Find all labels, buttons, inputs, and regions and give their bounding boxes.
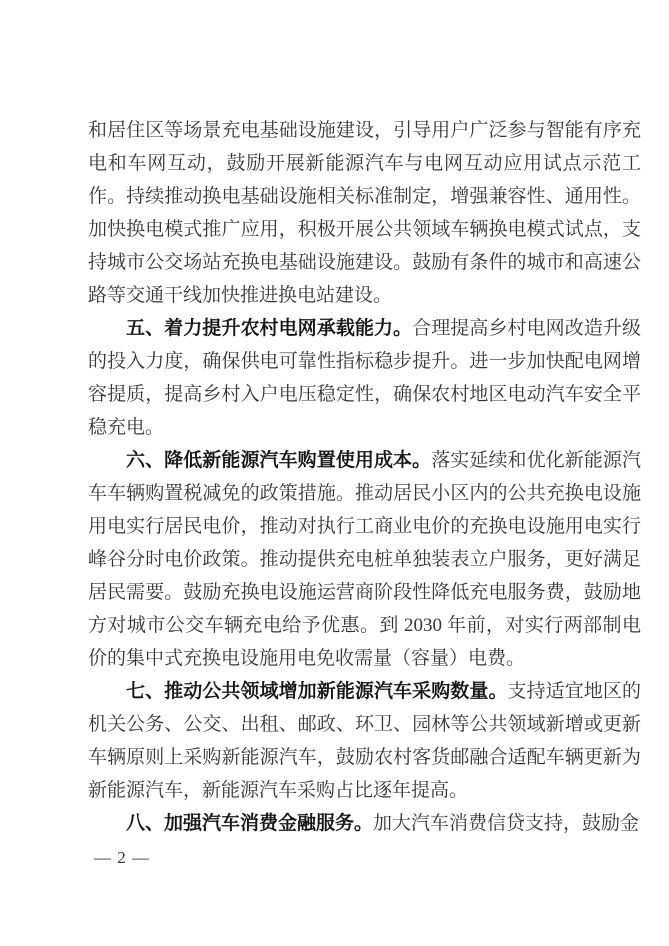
paragraph: [88, 312, 641, 444]
section-heading: 五、着力提升农村电网承载能力。: [126, 318, 413, 339]
paragraph: [88, 444, 641, 675]
page-number: — 2 —: [94, 848, 150, 867]
paragraph-text: 合理提高乡村电网改造升级的投入力度，确保供电可靠性指标稳步提升。进一步加快配电网增容提质，提高乡村入户电压稳定性，确保农村地区电动汽车安全平稳充电。: [88, 318, 641, 438]
paragraph: [88, 114, 641, 312]
paragraph: [88, 807, 641, 840]
section-heading: 六、降低新能源汽车购置使用成本。: [126, 450, 432, 471]
section-heading: 七、推动公共领域增加新能源汽车采购数量。: [126, 681, 508, 702]
section-heading: 八、加强汽车消费金融服务。: [126, 813, 374, 834]
paragraph-text: 加大汽车消费信贷支持，鼓励金: [373, 813, 640, 834]
paragraph: [88, 675, 641, 807]
paragraph-text: 和居住区等场景充电基础设施建设，引导用户广泛参与智能有序充电和车网互动，鼓励开展新能源汽车与电网互动应用试点示范工作。持续推动换电基础设施相关标准制定，增强兼容性、通用性。加快换电模式推广应用，积极开展公共领域车辆换电模式试点，支持城市公交场站充换电基础设施建设。鼓励有条件的城市和高速公路等交通干线加快推进换电站建设。: [88, 120, 641, 306]
document-body: [88, 114, 641, 840]
paragraph-text: 支持适宜地区的机关公务、公交、出租、邮政、环卫、园林等公共领域新增或更新车辆原则上采购新能源汽车，鼓励农村客货邮融合适配车辆更新为新能源汽车，新能源汽车采购占比逐年提高。: [88, 681, 641, 801]
paragraph-text: 落实延续和优化新能源汽车车辆购置税减免的政策措施。推动居民小区内的公共充换电设施用电实行居民电价，推动对执行工商业电价的充换电设施用电实行峰谷分时电价政策。推动提供充电桩单独装表立户服务，更好满足居民需要。鼓励充换电设施运营商阶段性降低充电服务费，鼓励地方对城市公交车辆充电给予优惠。到 2030 年前，对实行两部制电价的集中式充换电设施用电免收需量（容量）电费。: [88, 450, 641, 669]
